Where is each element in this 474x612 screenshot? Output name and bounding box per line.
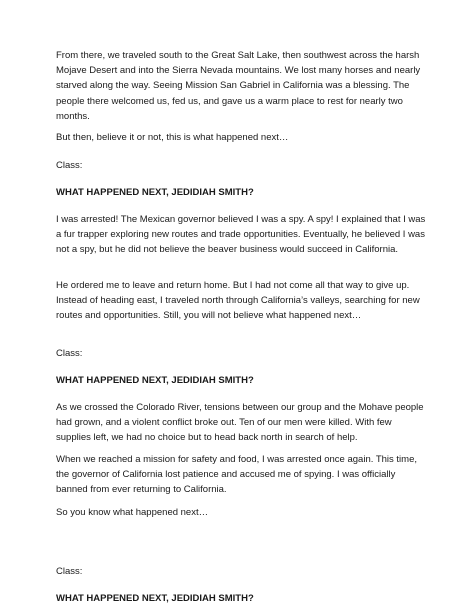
- section-heading-3: WHAT HAPPENED NEXT, JEDIDIAH SMITH?: [56, 593, 254, 604]
- section-heading-1: WHAT HAPPENED NEXT, JEDIDIAH SMITH?: [56, 187, 254, 198]
- section-heading-2: WHAT HAPPENED NEXT, JEDIDIAH SMITH?: [56, 375, 254, 386]
- class-label-3: Class:: [56, 566, 83, 577]
- paragraph-arrested: I was arrested! The Mexican governor believed I was a spy. A spy! I explained that I was a fur trapper exploring new routes and trade opportunities. Eventually, he believed I was not a spy, but he did not believe the beaver business would succeed in California.: [56, 214, 426, 256]
- paragraph-ordered-leave: He ordered me to leave and return home. But I had not come all that way to give up. Instead of heading east, I traveled north through California’s valleys, searching for new routes and opportunities. Still, you will not believe what happened next…: [56, 280, 420, 322]
- paragraph-transition-1: But then, believe it or not, this is what happened next…: [56, 132, 289, 143]
- paragraph-mission-arrival: From there, we traveled south to the Great Salt Lake, then southwest across the harsh Mojave Desert and into the Sierra Nevada mountains. We lost many horses and nearly starved along the way. Seeing Mission San Gabriel in California was a blessing. The people there welcomed us, fed us, and gave us a warm place to rest for nearly two months.: [56, 50, 421, 122]
- paragraph-transition-2: So you know what happened next…: [56, 507, 209, 518]
- class-label-1: Class:: [56, 160, 83, 171]
- class-label-2: Class:: [56, 348, 83, 359]
- paragraph-colorado-river: As we crossed the Colorado River, tensions between our group and the Mohave people had grown, and a violent conflict broke out. Ten of our men were killed. With few supplies left, we had no choice but to head back north in search of help.: [56, 402, 424, 444]
- paragraph-arrested-again: When we reached a mission for safety and food, I was arrested once again. This time, the governor of California lost patience and accused me of spying. I was officially banned from ever returning to California.: [56, 454, 418, 496]
- document-page: [56, 0, 428, 612]
